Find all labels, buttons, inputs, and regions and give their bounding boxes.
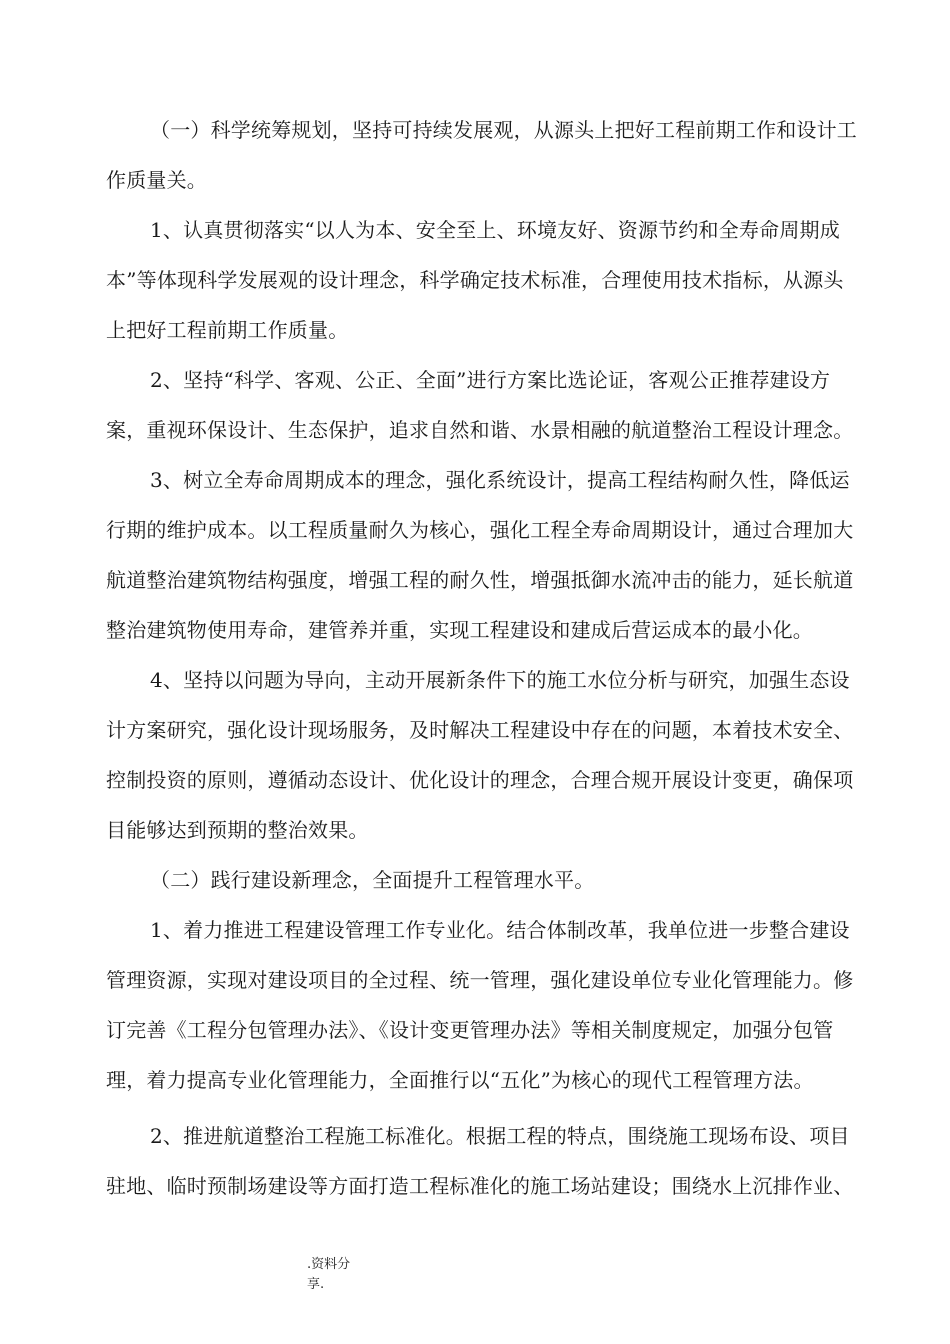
paragraph-line: 2、推进航道整治工程施工标准化。根据工程的特点，围绕施工现场布设、项目 — [150, 1124, 850, 1148]
paragraph-line: 3、树立全寿命周期成本的理念，强化系统设计，提高工程结构耐久性，降低运 — [150, 468, 850, 492]
paragraph-line: 订完善《工程分包管理办法》、《设计变更管理办法》等相关制度规定，加强分包管 — [106, 1018, 834, 1042]
paragraph-line: 驻地、临时预制场建设等方面打造工程标准化的施工场站建设；围绕水上沉排作业、 — [106, 1174, 854, 1198]
paragraph-line: 4、坚持以问题为导向，主动开展新条件下的施工水位分析与研究，加强生态设 — [150, 668, 850, 692]
paragraph-line: 计方案研究，强化设计现场服务，及时解决工程建设中存在的问题，本着技术安全、 — [106, 718, 854, 742]
paragraph-line: 行期的维护成本。以工程质量耐久为核心，强化工程全寿命周期设计，通过合理加大 — [106, 518, 854, 542]
paragraph-line: 上把好工程前期工作质量。 — [106, 318, 349, 342]
paragraph-line: 1、着力推进工程建设管理工作专业化。结合体制改革，我单位进一步整合建设 — [150, 918, 850, 942]
paragraph-line: 理，着力提高专业化管理能力，全面推行以“五化”为核心的现代工程管理方法。 — [106, 1068, 814, 1092]
paragraph-line: 2、坚持“科学、客观、公正、全面”进行方案比选论证，客观公正推荐建设方 — [150, 368, 831, 392]
paragraph-line: 整治建筑物使用寿命，建管养并重，实现工程建设和建成后营运成本的最小化。 — [106, 618, 813, 642]
paragraph-line: 本”等体现科学发展观的设计理念，科学确定技术标准，合理使用技术指标，从源头 — [106, 268, 844, 292]
paragraph-line: 作质量关。 — [106, 168, 207, 192]
section-heading-1: （一）科学统筹规划，坚持可持续发展观，从源头上把好工程前期工作和设计工 — [150, 118, 857, 142]
paragraph-line: 1、认真贯彻落实“以人为本、安全至上、环境友好、资源节约和全寿命周期成 — [150, 218, 840, 242]
paragraph-line: 管理资源，实现对建设项目的全过程、统一管理，强化建设单位专业化管理能力。修 — [106, 968, 854, 992]
paragraph-line: 案，重视环保设计、生态保护，追求自然和谐、水景相融的航道整治工程设计理念。 — [106, 418, 854, 442]
paragraph-line: 航道整治建筑物结构强度，增强工程的耐久性，增强抵御水流冲击的能力，延长航道 — [106, 568, 854, 592]
paragraph-line: 目能够达到预期的整治效果。 — [106, 818, 369, 842]
paragraph-line: 控制投资的原则，遵循动态设计、优化设计的理念，合理合规开展设计变更，确保项 — [106, 768, 854, 792]
footer-note-line-1: .资料分 — [307, 1257, 351, 1272]
section-heading-2: （二）践行建设新理念，全面提升工程管理水平。 — [150, 868, 595, 892]
footer-note-line-2: 享. — [307, 1277, 325, 1292]
